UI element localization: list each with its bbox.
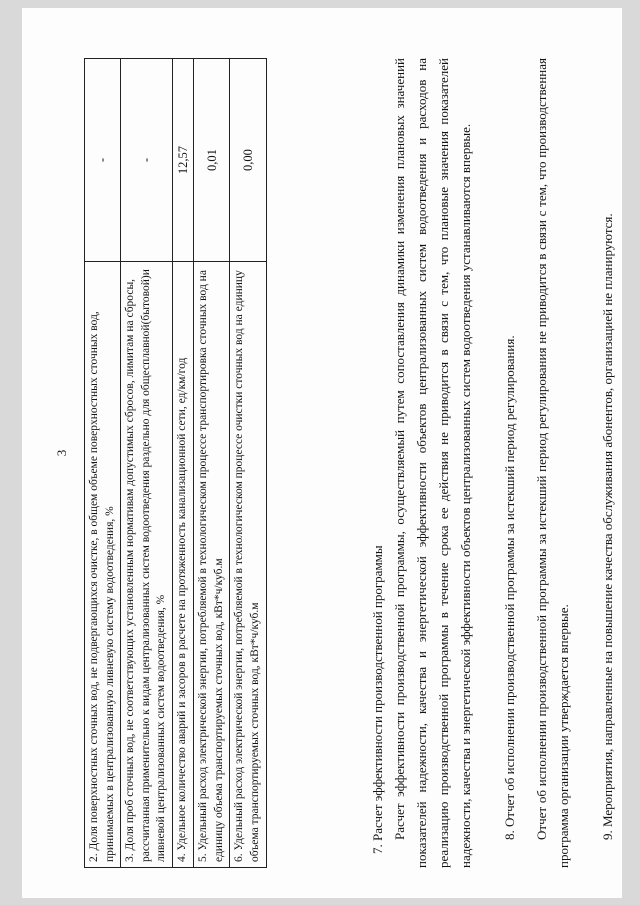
table-row bbox=[121, 59, 173, 868]
indicator-name: 5. Удельный расход электрической энергии, потребляемой в технологическом процессе транспортировка сточных вод на единицу объема транспортируемых сточных вод, кВт*ч/куб.м bbox=[194, 262, 230, 868]
rotated-page-content bbox=[42, 18, 615, 888]
body-text bbox=[367, 58, 619, 868]
indicator-name: 2. Доля поверхностных сточных вод, не подвергающихся очистке, в общем объеме поверхностных сточных вод, принимаемых в централизованную ливневую систему водоотведения, % bbox=[85, 262, 121, 868]
indicators-table bbox=[84, 58, 267, 868]
indicator-name: 4. Удельное количество аварий и засоров в расчете на протяженность канализационной сети, ед/км/год bbox=[172, 262, 194, 868]
document-page bbox=[22, 8, 622, 898]
section-9-heading: 9. Мероприятия, направленные на повышение качества обслуживания абонентов, организацией не планируются. bbox=[600, 213, 615, 840]
section-7-paragraph: Расчет эффективности производственной программы, осуществляемый путем сопоставления динамики изменения плановых значений показателей надежности, качества и энергетической эффективности объектов централизованных систем водоотведения и расходов на реализацию производственной программы в течение срока ее действия не приводится в связи с тем, что плановые значения показателей надежности, качества и энергетической эффективности объектов централизованных систем водоотведения устанавливаются впервые. bbox=[392, 58, 473, 868]
page-number: 3 bbox=[54, 449, 69, 457]
table-row bbox=[230, 59, 266, 868]
table-row bbox=[85, 59, 121, 868]
table-row bbox=[194, 59, 230, 868]
indicator-name: 3. Доля проб сточных вод, не соответствующих установленным нормативам допустимых сбросов, лимитам на сбросы, рассчитанная применительно к видам централизованных систем водоотведения раздельно для общесплавной(бытовой)и ливневой централизованных систем водоотведения, % bbox=[121, 262, 173, 868]
section-8-paragraph: Отчет об исполнении производственной программы за истекший период регулирования не приводится в связи с тем, что производственная программа организации утверждается впервые. bbox=[534, 58, 571, 868]
indicator-value: 0,01 bbox=[194, 59, 230, 262]
indicator-value: - bbox=[121, 59, 173, 262]
section-7-heading: 7. Расчет эффективности производственной программы bbox=[370, 545, 385, 854]
indicator-name: 6. Удельный расход электрической энергии, потребляемой в технологическом процессе очистки сточных вод на единицу объема транспортируемых сточных вод, кВт*ч/куб.м bbox=[230, 262, 266, 868]
table-row bbox=[172, 59, 194, 868]
indicator-value: - bbox=[85, 59, 121, 262]
indicator-value: 0,00 bbox=[230, 59, 266, 262]
indicator-value: 12,57 bbox=[172, 59, 194, 262]
section-8-heading: 8. Отчет об исполнении производственной программы за истекший период регулирования. bbox=[502, 335, 517, 840]
